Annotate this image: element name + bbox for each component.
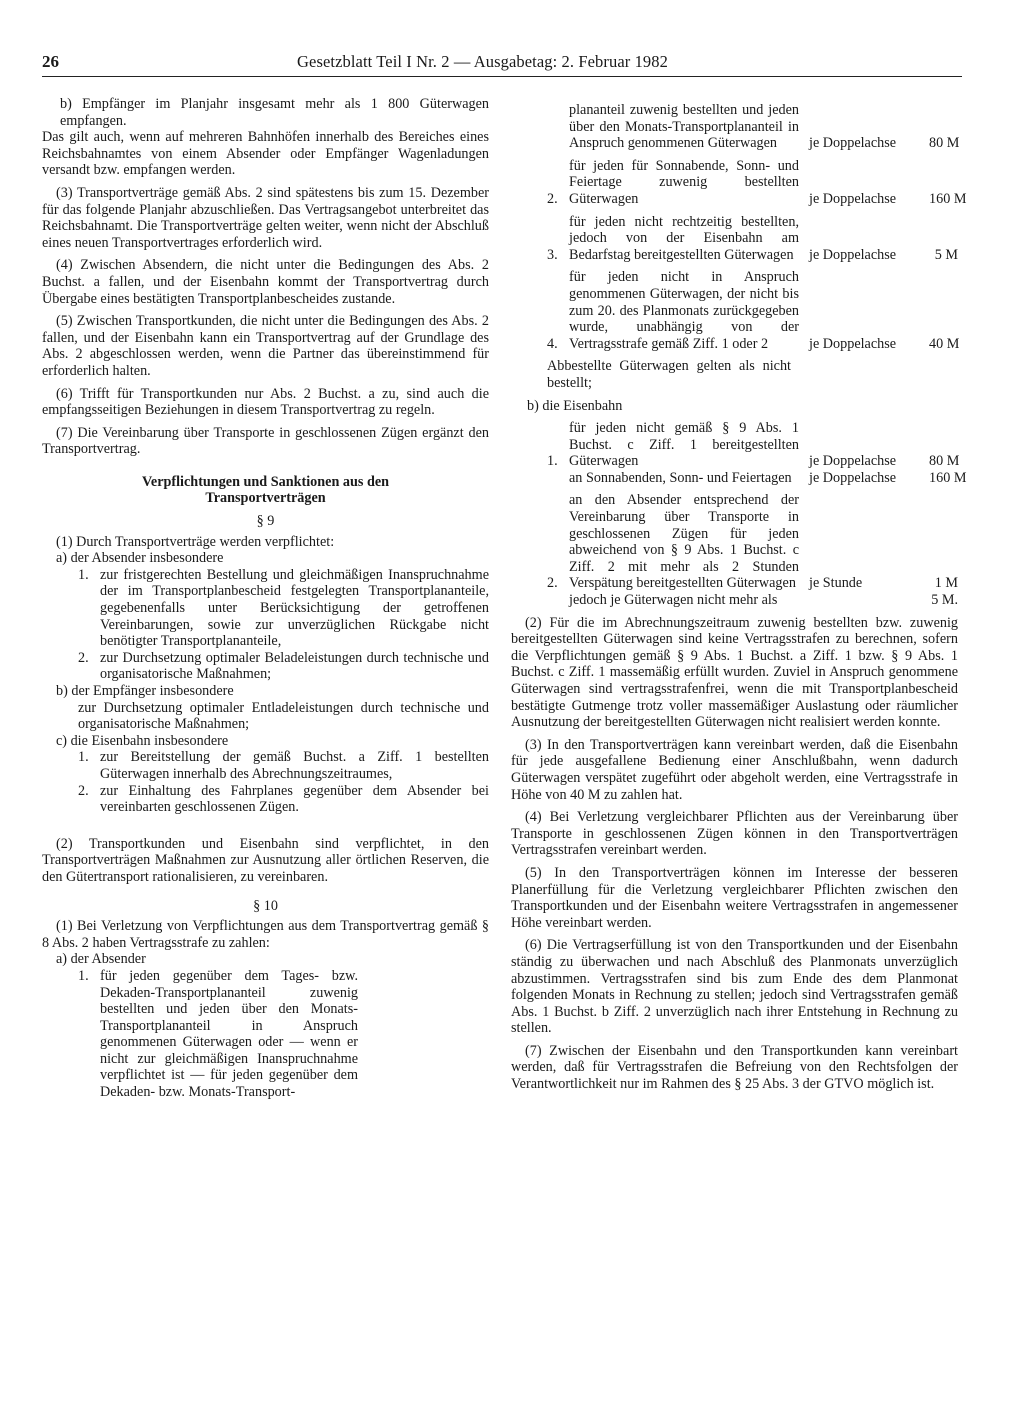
list-item: 1. zur fristgerechten Bestellung und gleichmäßigen Inanspruchnahme der im Transportplanbescheid festgelegten Transportplananteile, gegebenenfalls unter Berücksichtigung der getroffenen Vereinbarungen, sowie zur unverzüglichen Rückgabe nicht benötigter Transportplananteile, <box>78 566 489 650</box>
paragraph: (5) Zwischen Transportkunden, die nicht unter die Bedingungen des Abs. 2 fallen, und der Eisenbahn kann ein Transportvertrag auf der Grundlage des Abs. 2 abgeschlossen werden, wenn die Partner das übereinstimmend für erforderlich halten. <box>42 313 489 379</box>
list-item: b) die Eisenbahn <box>527 397 623 414</box>
page-header <box>42 50 962 77</box>
left-column <box>42 96 489 1101</box>
paragraph: (4) Bei Verletzung vergleichbarer Pflichten aus der Vereinbarung über Transporte in geschlossenen Zügen können in den Transportverträgen Vertragsstrafen vereinbart werden. <box>511 809 958 859</box>
section-heading: Verpflichtungen und Sanktionen aus den Transportverträgen <box>141 473 390 507</box>
paragraph: (7) Die Vereinbarung über Transporte in geschlossenen Zügen ergänzt den Transportvertrag. <box>42 424 489 458</box>
list-item: c) die Eisenbahn insbesondere <box>56 732 229 749</box>
list-item: 2. zur Einhaltung des Fahrplanes gegenüber dem Absender bei vereinbarten geschlossenen Zügen. <box>78 782 489 816</box>
paragraph: Abbestellte Güterwagen gelten als nicht bestellt; <box>547 358 791 391</box>
list-item: b) Empfänger im Planjahr insgesamt mehr als 1 800 Güterwagen empfangen. <box>60 96 489 129</box>
penalty-row: 2. an den Absender entsprechend der Vereinbarung über Transporte in geschlossenen Zügen für jeden abweichend von § 9 Abs. 1 Buchst. c Ziff. 2 mit mehr als 2 Stunden Verspätung bereitgestellten Güterwagen je Stunde 1 M <box>547 492 958 592</box>
paragraph: (7) Zwischen der Eisenbahn und den Transportkunden kann vereinbart werden, daß für Vertragsstrafen die Befreiung von den Rechtsfolgen der Verantwortlichkeit nur im Rahmen des § 25 Abs. 3 der GTVO möglich ist. <box>511 1042 958 1093</box>
penalty-row: 4. für jeden nicht in Anspruch genommenen Güterwagen, der nicht bis zum 20. des Planmonats zurückgegeben wurde, unabhängig von der Vertragsstrafe gemäß Ziff. 1 oder 2 je Doppelachse 40 M <box>547 269 960 352</box>
section-number: § 10 <box>253 897 278 914</box>
list-item: a) der Absender <box>56 951 146 968</box>
right-column <box>511 102 967 1093</box>
list-item: a) der Absender insbesondere <box>56 550 224 567</box>
list-item: zur Durchsetzung optimaler Entladeleistungen durch technische und organisatorische Maßnahmen; <box>78 699 489 733</box>
paragraph: Das gilt auch, wenn auf mehreren Bahnhöfen innerhalb des Bereiches eines Reichsbahnamtes von einem Absender oder Empfänger Wagenladungen versandt bzw. empfangen werden. <box>42 129 489 179</box>
penalty-row: 1. für jeden nicht gemäß § 9 Abs. 1 Buchst. c Ziff. 1 bereitgestellten Güterwagen je Doppelachse 80 M <box>547 420 960 470</box>
paragraph: (3) In den Transportverträgen kann vereinbart werden, daß die Eisenbahn für jede ausgefallene Bedienung einer Anschlußbahn, wenn dadurch Güterwagen verspätet zugeführt oder abgeholt werden, eine Vertragsstrafe in Höhe von 40 M zu zahlen hat. <box>511 736 958 803</box>
penalty-row: jedoch je Güterwagen nicht mehr als 5 M. <box>569 592 958 609</box>
paragraph: (2) Für die im Abrechnungszeitraum zuwenig bestellten bzw. zuwenig bereitgestellten Güterwagen sind keine Vertragsstrafen zu berechnen, sofern die Verpflichtungen gemäß § 9 Abs. 1 Buchst. a Ziff. 1 bzw. § 9 Abs. 1 Buchst. c Ziff. 1 massemäßig erfüllt wurden. Zuviel in Anspruch genommene Güterwagen sind vertragsstrafenfrei, wenn die mit Transportplanbescheid bestätigte Gutmenge trotz voller massemäßiger Auslastung oder räumlicher Ausnutzung der bereitgestellten Güterwagen nicht realisiert werden konnte. <box>511 614 958 731</box>
paragraph: (2) Transportkunden und Eisenbahn sind verpflichtet, in den Transportverträgen Maßnahmen zur Ausnutzung aller örtlichen Reserven, die den Gütertransport rationalisieren, zu vereinbaren. <box>42 835 489 885</box>
penalty-row: an Sonnabenden, Sonn- und Feiertagen je Doppelachse 160 M <box>569 469 967 486</box>
list-item: 1. für jeden gegenüber dem Tages- bzw. Dekaden-Transportplananteil zuwenig bestellten und jeden über den Monats-Transportplananteil in Anspruch genommenen Güterwagen oder — wenn er nicht zur gleichmäßigen Inanspruchnahme verpflichtet ist — für jeden gegenüber dem Dekaden- bzw. Monats-Transport- <box>78 967 358 1101</box>
penalty-row: plananteil zuwenig bestellten und jeden über den Monats-Transportplananteil in Anspruch genommenen Güterwagen je Doppelachse 80 M <box>569 102 960 152</box>
paragraph: (5) In den Transportverträgen können im Interesse der besseren Planerfüllung für die Verletzung vergleichbarer Pflichten zwischen den Transportkunden und der Eisenbahn weitere Vertragsstrafen in angemessener Höhe vereinbart werden. <box>511 864 958 931</box>
paragraph: (3) Transportverträge gemäß Abs. 2 sind spätestens bis zum 15. Dezember für das folgende Planjahr abzuschließen. Das Vertragsangebot unterbreitet das Reichsbahnamt. Die Transportverträge gelten weiter, wenn nicht der Abschluß eines neuen Transportvertrages erforderlich wird. <box>42 184 489 251</box>
page-number: 26 <box>42 52 59 71</box>
paragraph: (4) Zwischen Absendern, die nicht unter die Bedingungen des Abs. 2 Buchst. a fallen, und der Eisenbahn kommt der Transportvertrag durch Übergabe eines bestätigten Transportplanbescheides zustande. <box>42 257 489 307</box>
paragraph: (1) Durch Transportverträge werden verpflichtet: <box>56 533 335 550</box>
list-item: b) der Empfänger insbesondere <box>56 683 234 699</box>
paragraph: (6) Die Vertragserfüllung ist von den Transportkunden und der Eisenbahn ständig zu überwachen und nach Abschluß des Planmonats unverzüglich abzustimmen. Vertragsstrafen sind bis zum Ende des dem Planmonat folgenden Monats in Rechnung zu stellen; jedoch sind Vertragsstrafen gemäß Abs. 1 Buchst. b Ziff. 2 unverzüglich nach ihrer Entstehung in Rechnung zu stellen. <box>511 937 958 1037</box>
paragraph: (1) Bei Verletzung von Verpflichtungen aus dem Transportvertrag gemäß § 8 Abs. 2 haben Vertragsstrafe zu zahlen: <box>42 918 489 951</box>
list-item: 1. zur Bereitstellung der gemäß Buchst. a Ziff. 1 bestellten Güterwagen innerhalb des Abrechnungszeitraumes, <box>78 749 489 782</box>
penalty-row: 3. für jeden nicht rechtzeitig bestellten, jedoch von der Eisenbahn am Bedarfstag bereitgestellten Güterwagen je Doppelachse 5 M <box>547 213 958 263</box>
section-number: § 9 <box>256 513 275 530</box>
list-item: 2. zur Durchsetzung optimaler Beladeleistungen durch technische und organisatorische Maßnahmen; <box>78 649 489 683</box>
penalty-row: 2. für jeden für Sonnabende, Sonn- und Feiertage zuwenig bestellten Güterwagen je Doppelachse 160 M <box>547 157 967 207</box>
gazette-title: Gesetzblatt Teil I Nr. 2 — Ausgabetag: 2. Februar 1982 <box>297 52 668 71</box>
paragraph: (6) Trifft für Transportkunden nur Abs. 2 Buchst. a zu, sind auch die empfangsseitigen Beziehungen in diesem Transportvertrag zu regeln. <box>42 385 489 419</box>
